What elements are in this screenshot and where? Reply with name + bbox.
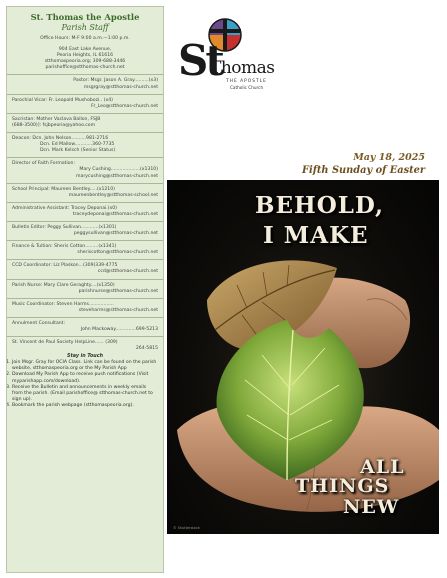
vicar-entry	[7, 98, 163, 110]
sacristan-entry	[7, 117, 163, 129]
divider	[7, 132, 163, 133]
music-email: steveharms@stthomas-church.net	[78, 307, 158, 313]
formation-email: marycushing@stthomas-church.net	[76, 173, 158, 179]
formation-title: Director of Faith Formation:	[12, 161, 76, 167]
address-street: 904 East Lake Avenue,	[58, 47, 112, 53]
annulment-name: John Mackoway..............699-5213	[80, 327, 158, 332]
nurse-entry	[7, 283, 163, 295]
music-entry	[7, 302, 163, 314]
divider	[7, 74, 163, 75]
cover-headline-line-2: I MAKE	[263, 222, 369, 249]
deacon-3: Dcn. Mark Kelsch (Senior Status)	[40, 148, 116, 154]
cover-image	[167, 180, 439, 534]
deacon-1: Deacon: Dcn. John Nelson..........981-2716	[12, 136, 109, 142]
bulletin-email: peggysullivan@stthomas-church.net	[73, 231, 158, 237]
list-item: 1. Join Msgr. Gray for OCIA Class. Link can be found on the parish website, stthomaspeoria.org or the My Parish App	[12, 360, 158, 372]
divider	[7, 202, 163, 203]
ccd-email: ccd@stthomas-church.net	[97, 269, 158, 275]
formation-name: Mary Cushing....................(x1310)	[79, 167, 158, 173]
divider	[7, 157, 163, 158]
sacristan-contact: (688-3500)]: fsjbpeoria@yahoo.com	[12, 122, 96, 128]
vicar-email: Fr_Leo@stthomas-church.net	[91, 103, 158, 109]
logo-apostle: THE APOSTLE	[226, 79, 267, 84]
list-item: 4. Bookmark the parish webpage (stthomaspeoria.org).	[12, 403, 158, 409]
svdp-entry	[7, 340, 163, 352]
divider	[7, 240, 163, 241]
admin-entry	[7, 206, 163, 218]
divider	[7, 336, 163, 337]
divider	[7, 94, 163, 95]
logo-church: Catholic Church	[230, 85, 264, 90]
finance-email: sheriscotton@stthomas-church.net	[77, 250, 158, 256]
image-credit: © Shutterstock	[173, 526, 200, 530]
parish-name: St. Thomas the Apostle	[30, 12, 140, 22]
svdp-line: St. Vincent de Paul Society HelpLine...... (309)	[12, 340, 118, 346]
sacristan-name: Sacristan: Mother Vaclava Ballon, FSJB	[12, 116, 101, 122]
office-hours: Office Hours: M-F 9:00 a.m.—1:00 p.m.	[40, 36, 130, 41]
staff-heading: Parish Staff	[61, 23, 109, 32]
liturgical-day: Fifth Sunday of Easter	[302, 165, 425, 176]
list-item: 2. Download My Parish App to receive push notifications (Visit myparishapp.com/download).	[12, 372, 158, 384]
ccd-entry	[7, 263, 163, 275]
deacon-2: Dcn. Ed Mallow............360-7735	[40, 142, 115, 148]
admin-name: Administrative Assistant: Tracey Deponai.(x0)	[12, 205, 117, 211]
list-item: 3. Receive the Bulletin and announcements in weekly emails from the parish. (Email parishoffice@ stthomas-church.net to sign up).	[12, 385, 158, 403]
logo-st: St	[178, 36, 222, 85]
pastor-email: msgrgray@stthomas-church.net	[83, 84, 158, 90]
svdp-phone: 264-5815	[135, 346, 158, 352]
address-block	[7, 47, 163, 71]
pastor-entry	[7, 78, 163, 90]
logo-thomas: Thomas	[210, 58, 275, 78]
bulletin-date: May 18, 2025	[353, 152, 425, 163]
divider	[7, 259, 163, 260]
formation-entry	[7, 161, 163, 179]
admin-email: traceydeponai@stthomas-church.net	[72, 211, 158, 217]
cover-bottom-line-2: THINGS	[295, 475, 390, 497]
music-name: Music Coordinator: Steven Harms.................	[12, 301, 114, 307]
parish-logo	[178, 18, 275, 98]
bulletin-name: Bulletin Editor: Peggy Sullivan............(x1301)	[12, 224, 117, 230]
divider	[7, 317, 163, 318]
cover-bottom-line-3: NEW	[343, 496, 400, 518]
divider	[7, 279, 163, 280]
annulment-entry	[7, 321, 163, 333]
divider	[7, 113, 163, 114]
principal-name: School Principal: Maureen Bentley.....(x1210)	[12, 186, 115, 192]
vicar-name: Parochial Vicar: Fr. Leopold Mushobozi.. (x4)	[12, 97, 113, 103]
stay-in-touch-list	[7, 360, 163, 409]
nurse-email: parishnurse@stthomas-church.net	[78, 288, 158, 294]
divider	[7, 183, 163, 184]
divider	[7, 221, 163, 222]
parish-staff-panel	[6, 6, 164, 573]
cover-headline-line-1: BEHOLD,	[255, 192, 385, 219]
bulletin-entry	[7, 225, 163, 237]
principal-entry	[7, 187, 163, 199]
deacon-entry	[7, 136, 163, 154]
address-city: Peoria Heights, IL 61616	[56, 53, 114, 59]
finance-name: Finance & Tuition: Sheris Cotton.........(x1341)	[12, 244, 117, 250]
principal-email: maureenbentley@stthomas-school.net	[68, 192, 158, 198]
annulment-title: Annulment Consultant:	[12, 320, 66, 326]
stay-in-touch-heading: Stay in Touch	[67, 354, 103, 360]
divider	[7, 298, 163, 299]
cover-bottom-line-1: ALL	[360, 456, 405, 478]
nurse-name: Parish Nurse: Mary Clare Geraghty....(x1350)	[12, 282, 115, 288]
pastor-name: Pastor: Msgr. Jason A. Gray..........(x3)	[73, 78, 158, 84]
address-email: parishoffice@stthomas-church.net	[45, 65, 125, 71]
ccd-name: CCD Coordinator: Liz Plaskon...(309)339-4775	[12, 263, 118, 269]
finance-entry	[7, 244, 163, 256]
address-web-phone: stthomaspeoria.org; 309-688-3446	[44, 59, 126, 65]
